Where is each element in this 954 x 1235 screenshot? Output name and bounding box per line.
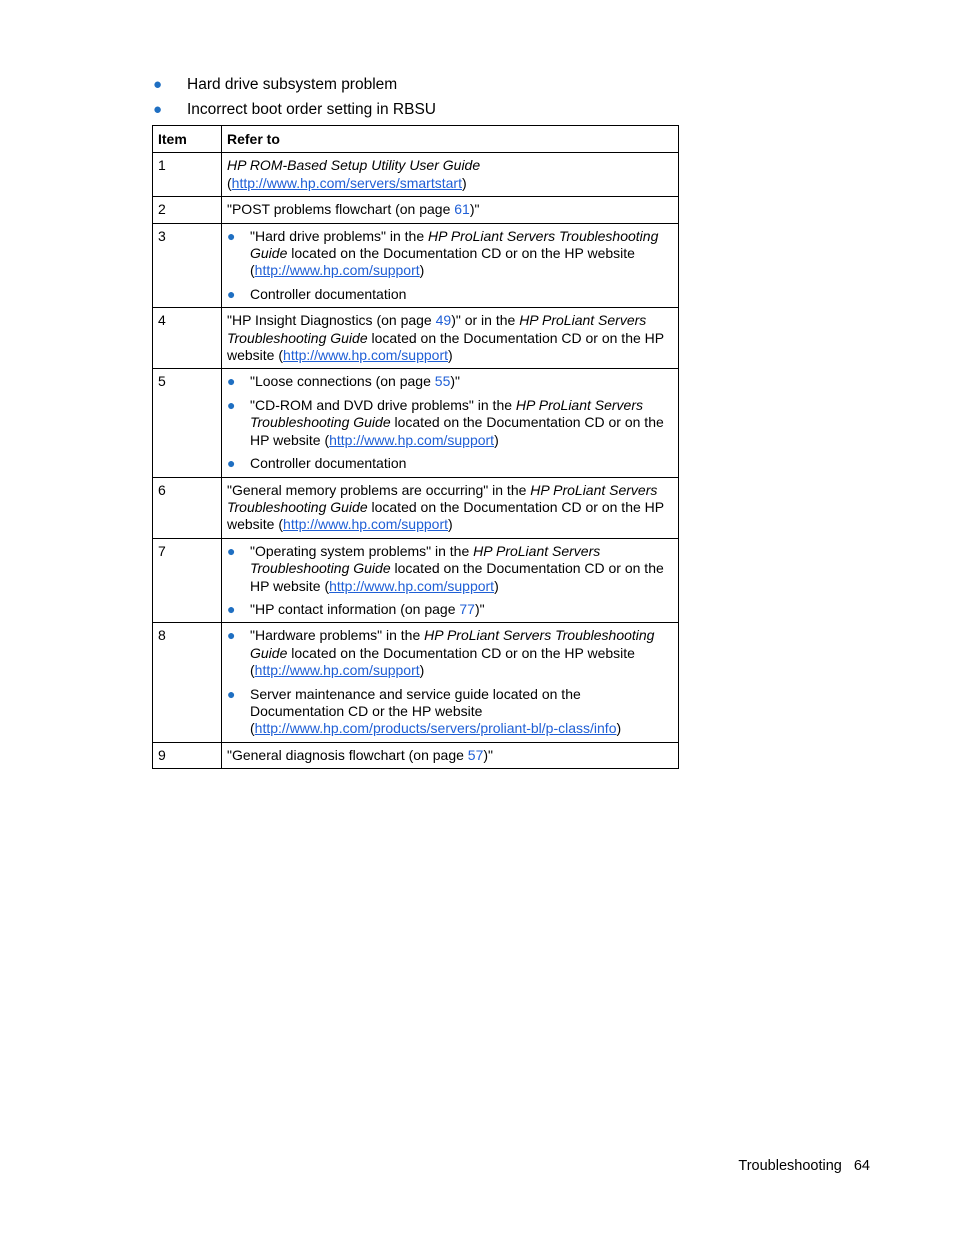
refer-cell — [222, 538, 679, 623]
refer-bullet-list — [227, 627, 673, 737]
list-item: ● "Hardware problems" in the HP ProLiant Servers Troubleshooting Guide located on the Documentation CD or on the HP website (http://www.hp.com/support) — [227, 627, 655, 679]
proliant-bl-link[interactable]: http://www.hp.com/products/servers/proliant-bl/p-class/info — [254, 720, 617, 737]
item-number: 1 — [153, 153, 222, 197]
page-footer — [738, 1158, 870, 1174]
bullet-dot-icon: ● — [227, 285, 236, 302]
item-number: 8 — [153, 623, 222, 742]
intro-bullet-list — [152, 72, 436, 122]
table-row — [153, 623, 679, 742]
table-row — [153, 369, 679, 477]
refer-cell: "General memory problems are occurring" in the HP ProLiant Servers Troubleshooting Guide located on the Documentation CD or on the HP website (http://www.hp.com/support) — [222, 477, 679, 538]
list-item: ● "Operating system problems" in the HP ProLiant Servers Troubleshooting Guide located on the Documentation CD or on the HP website (http://www.hp.com/support) — [227, 542, 664, 594]
list-item: ● "CD-ROM and DVD drive problems" in the HP ProLiant Servers Troubleshooting Guide located on the Documentation CD or on the HP website (http://www.hp.com/support) — [227, 396, 664, 448]
reference-table — [152, 125, 679, 769]
page-link[interactable]: 49 — [435, 312, 452, 329]
bullet-dot-icon: ● — [227, 455, 236, 472]
list-item: ● Server maintenance and service guide located on the Documentation CD or the HP website (http://www.hp.com/products/servers/proliant-bl/p-class/info) — [227, 685, 622, 737]
list-item: ● "HP contact information (on page 77)" — [227, 600, 485, 617]
page-link[interactable]: 57 — [467, 746, 484, 763]
bullet-dot-icon: ● — [227, 627, 236, 644]
header-item: Item — [153, 126, 222, 153]
bullet-dot-icon: ● — [227, 396, 236, 413]
footer-section-title: Troubleshooting — [738, 1158, 842, 1174]
refer-cell — [222, 369, 679, 477]
guide-title: HP ROM-Based Setup Utility User Guide — [227, 157, 481, 174]
item-number: 9 — [153, 742, 222, 768]
refer-bullet-list — [227, 228, 673, 304]
support-link[interactable]: http://www.hp.com/support — [283, 347, 448, 364]
list-item: ● Controller documentation — [227, 455, 407, 472]
refer-bullet-list — [227, 373, 673, 472]
bullet-dot-icon: ● — [153, 101, 163, 118]
table-row — [153, 477, 679, 538]
item-number: 2 — [153, 197, 222, 223]
page-link[interactable]: 61 — [454, 201, 470, 218]
header-refer-to: Refer to — [222, 126, 679, 153]
item-number: 4 — [153, 308, 222, 369]
list-item: ● Hard drive subsystem problem — [152, 72, 436, 97]
refer-cell: HP ROM-Based Setup Utility User Guide (http://www.hp.com/servers/smartstart) — [222, 153, 679, 197]
item-number: 7 — [153, 538, 222, 623]
bullet-dot-icon: ● — [227, 373, 236, 390]
refer-cell — [222, 623, 679, 742]
bullet-dot-icon: ● — [153, 76, 163, 93]
footer-page-number: 64 — [853, 1158, 870, 1174]
refer-bullet-list — [227, 543, 673, 619]
table-row — [153, 742, 679, 768]
bullet-dot-icon: ● — [227, 227, 236, 244]
bullet-dot-icon: ● — [227, 600, 236, 617]
list-item: ● "Loose connections (on page 55)" — [227, 373, 460, 390]
page-link[interactable]: 55 — [434, 373, 451, 390]
list-item: ● "Hard drive problems" in the HP ProLiant Servers Troubleshooting Guide located on the Documentation CD or on the HP website (http://www.hp.com/support) — [227, 227, 659, 279]
table-row — [153, 308, 679, 369]
item-number: 5 — [153, 369, 222, 477]
refer-cell — [222, 223, 679, 308]
refer-cell: "HP Insight Diagnostics (on page 49)" or in the HP ProLiant Servers Troubleshooting Guide located on the Documentation CD or on the HP website (http://www.hp.com/support) — [222, 308, 679, 369]
table-row — [153, 538, 679, 623]
table-row — [153, 197, 679, 223]
support-link[interactable]: http://www.hp.com/support — [283, 516, 448, 533]
refer-cell: "POST problems flowchart (on page 61)" — [222, 197, 679, 223]
support-link[interactable]: http://www.hp.com/support — [254, 662, 420, 679]
item-number: 3 — [153, 223, 222, 308]
bullet-dot-icon: ● — [227, 542, 236, 559]
support-link[interactable]: http://www.hp.com/support — [329, 577, 495, 594]
support-link[interactable]: http://www.hp.com/support — [254, 262, 420, 279]
list-item: ● Controller documentation — [227, 285, 407, 302]
list-item: ● Incorrect boot order setting in RBSU — [152, 97, 436, 122]
table-header-row — [153, 126, 679, 153]
support-link[interactable]: http://www.hp.com/servers/smartstart — [231, 174, 462, 191]
support-link[interactable]: http://www.hp.com/support — [329, 431, 495, 448]
refer-cell: "General diagnosis flowchart (on page 57)" — [222, 742, 679, 768]
bullet-dot-icon: ● — [227, 685, 236, 702]
page-link[interactable]: 77 — [459, 600, 475, 617]
table-row — [153, 223, 679, 308]
table-row — [153, 153, 679, 197]
item-number: 6 — [153, 477, 222, 538]
